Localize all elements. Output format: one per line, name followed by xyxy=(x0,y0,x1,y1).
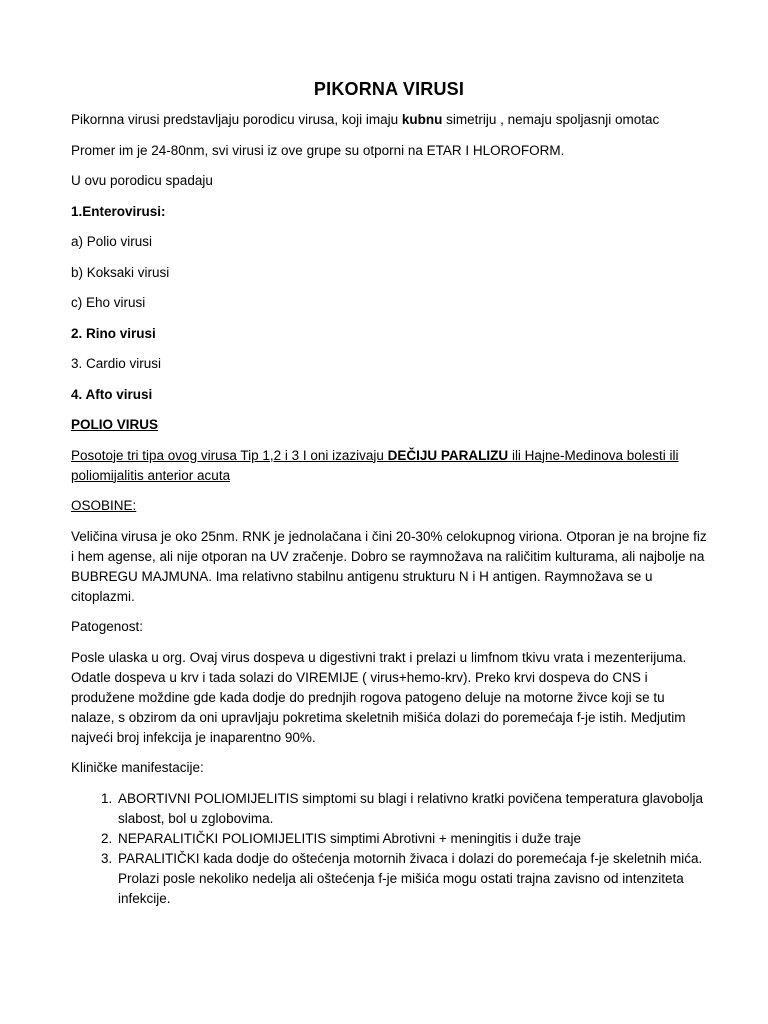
polio-types-text-a: Posotoje tri tipa ovog virusa Tip 1,2 i 3 I oni izazivaju xyxy=(71,447,388,463)
intro-paragraph-1 xyxy=(71,110,707,130)
polio-heading: POLIO VIRUS xyxy=(71,417,159,432)
patogenost-paragraph: Posle ulaska u org. Ovaj virus dospeva u digestivni trakt i prelazi u limfnom tkivu vrata i mezenterijuma. Odatle dospeva u krv i tada solazi do VIREMIJE ( virus+hemo-krv). Preko krvi dospeva do CNS i produžene moždine gde kada dodje do prednjih rogova patogeno deluje na motorne živce koji se tu nalaze, s obzirom da oni upravljaju pokretima skeletnih mišića dolazi do poremećaja f-je istih. Medjutim najveći broj infekcija je inaparentno 90%. xyxy=(71,649,687,745)
patogenost-heading: Patogenost: xyxy=(71,619,144,634)
group-eho: c) Eho virusi xyxy=(71,295,146,310)
intro-paragraph-2: Promer im je 24-80nm, svi virusi iz ove grupe su otporni na ETAR I HLOROFORM. xyxy=(71,142,565,158)
group-koksaki: b) Koksaki virusi xyxy=(71,264,170,280)
klinicke-list xyxy=(71,789,707,909)
list-item: 3. PARALITIČKI kada dodje do oštećenja motornih živaca i dolazi do poremećaja f-je skeletnih mića. Prolazi posle nekoliko nedelja ali oštećenja f-je mišića mogu ostati trajna zavisno od intenziteta infekcije. xyxy=(116,849,707,909)
document-page xyxy=(71,78,707,909)
intro-text-1b: simetriju , nemaju spoljasnji omotac xyxy=(442,112,660,127)
group-polio: a) Polio virusi xyxy=(71,234,153,249)
osobine-heading: OSOBINE: xyxy=(71,498,137,513)
group-rino: 2. Rino virusi xyxy=(71,325,156,341)
document-title: PIKORNA VIRUSI xyxy=(313,79,465,99)
group-cardio: 3. Cardio virusi xyxy=(71,356,162,371)
intro-paragraph-3: U ovu porodicu spadaju xyxy=(71,173,213,188)
polio-types-text-b: ili Hajne-Medinova bolesti ili poliomijalitis anterior acuta xyxy=(71,447,679,483)
osobine-paragraph: Veličina virusa je oko 25nm. RNK je jednolačana i čini 20-30% celokupnog viriona. Otporan je na brojne fiz i hem agense, ali nije otporan na UV zračenje. Dobro se raymnožava na raličitim kulturama, ali najbolje na BUBREGU MAJMUNA. Ima relativno stabilnu antigenu strukturu N i H antigen. Raymnožava se u citoplazmi. xyxy=(71,528,707,604)
group-enterovirusi: 1.Enterovirusi: xyxy=(71,203,166,219)
intro-text-bold: kubnu xyxy=(401,112,443,127)
polio-types-paragraph xyxy=(71,446,707,486)
klinicke-heading: Kliničke manifestacije: xyxy=(71,760,204,775)
polio-types-bold: DEČIJU PARALIZU xyxy=(387,447,509,463)
intro-text-1a: Pikornna virusi predstavljaju porodicu virusa, koji imaju xyxy=(71,112,402,127)
group-afto: 4. Afto virusi xyxy=(71,386,153,402)
list-item: 1. ABORTIVNI POLIOMIJELITIS simptomi su blagi i relativno kratki povičena temperatura glavobolja slabost, bol u zglobovima. xyxy=(116,789,707,829)
list-item: 2. NEPARALITIČKI POLIOMIJELITIS simptimi Abrotivni + meningitis i duže traje xyxy=(116,829,707,849)
